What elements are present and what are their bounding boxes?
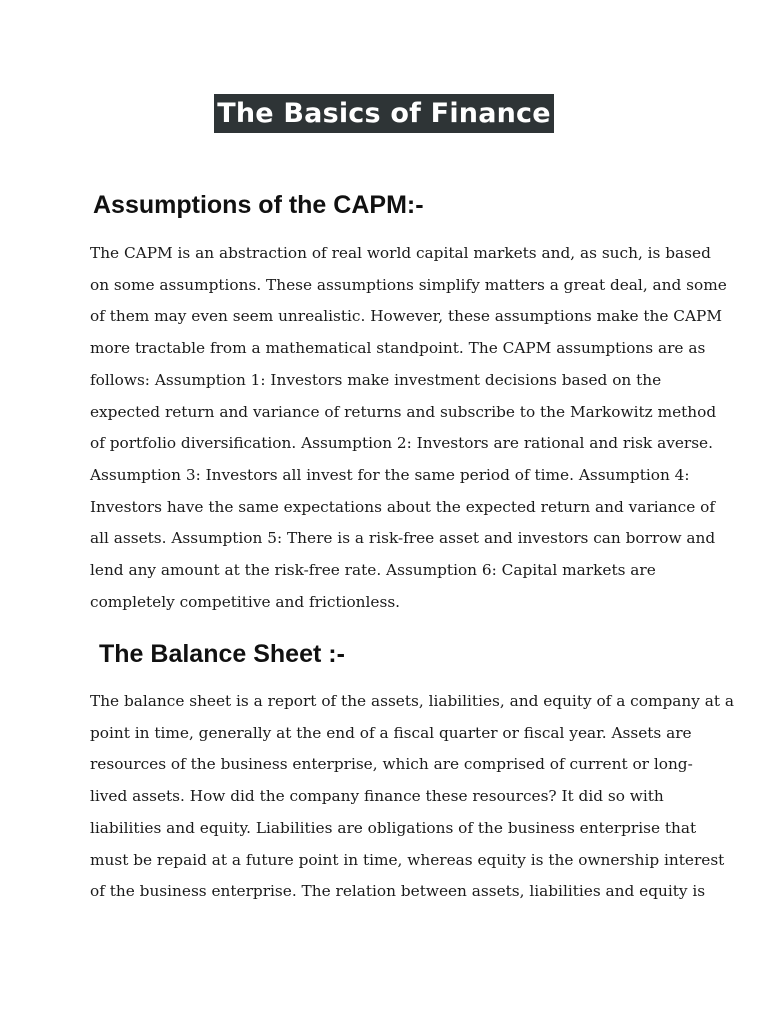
text-line: must be repaid at a future point in time, whereas equity is the ownership interest	[90, 850, 725, 869]
text-line: The CAPM is an abstraction of real world capital markets and, as such, is based	[90, 244, 711, 262]
text-line: lend any amount at the risk-free rate. Assumption 6: Capital markets are	[90, 561, 656, 580]
section-heading-capm: Assumptions of the CAPM:-	[93, 191, 424, 219]
text-line: on some assumptions. These assumptions simplify matters a great deal, and some	[90, 275, 727, 294]
text-line: The balance sheet is a report of the assets, liabilities, and equity of a company at a	[90, 692, 734, 710]
section-body-balance-sheet	[90, 686, 734, 908]
text-line: resources of the business enterprise, which are comprised of current or long-	[90, 755, 693, 774]
text-line: of them may even seem unrealistic. However, these assumptions make the CAPM	[90, 307, 722, 326]
text-line: liabilities and equity. Liabilities are obligations of the business enterprise that	[90, 818, 697, 837]
text-line: completely competitive and frictionless.	[90, 592, 401, 611]
text-line: Investors have the same expectations about the expected return and variance of	[90, 497, 715, 516]
title-container	[0, 94, 768, 133]
section-body-capm	[90, 238, 727, 618]
text-line: all assets. Assumption 5: There is a risk-free asset and investors can borrow and	[90, 529, 716, 548]
text-line: of the business enterprise. The relation between assets, liabilities and equity is	[90, 882, 706, 901]
text-line: lived assets. How did the company finance these resources? It did so with	[90, 787, 664, 806]
text-line: expected return and variance of returns and subscribe to the Markowitz method	[90, 402, 717, 421]
text-line: of portfolio diversification. Assumption 2: Investors are rational and risk averse.	[90, 434, 713, 453]
text-line: Assumption 3: Investors all invest for the same period of time. Assumption 4:	[90, 465, 690, 484]
text-line: follows: Assumption 1: Investors make investment decisions based on the	[90, 370, 662, 389]
document-title: The Basics of Finance	[214, 94, 554, 133]
text-line: point in time, generally at the end of a fiscal quarter or fiscal year. Assets are	[90, 723, 692, 742]
section-heading-balance-sheet: The Balance Sheet :-	[99, 640, 345, 668]
text-line: more tractable from a mathematical standpoint. The CAPM assumptions are as	[90, 339, 706, 358]
